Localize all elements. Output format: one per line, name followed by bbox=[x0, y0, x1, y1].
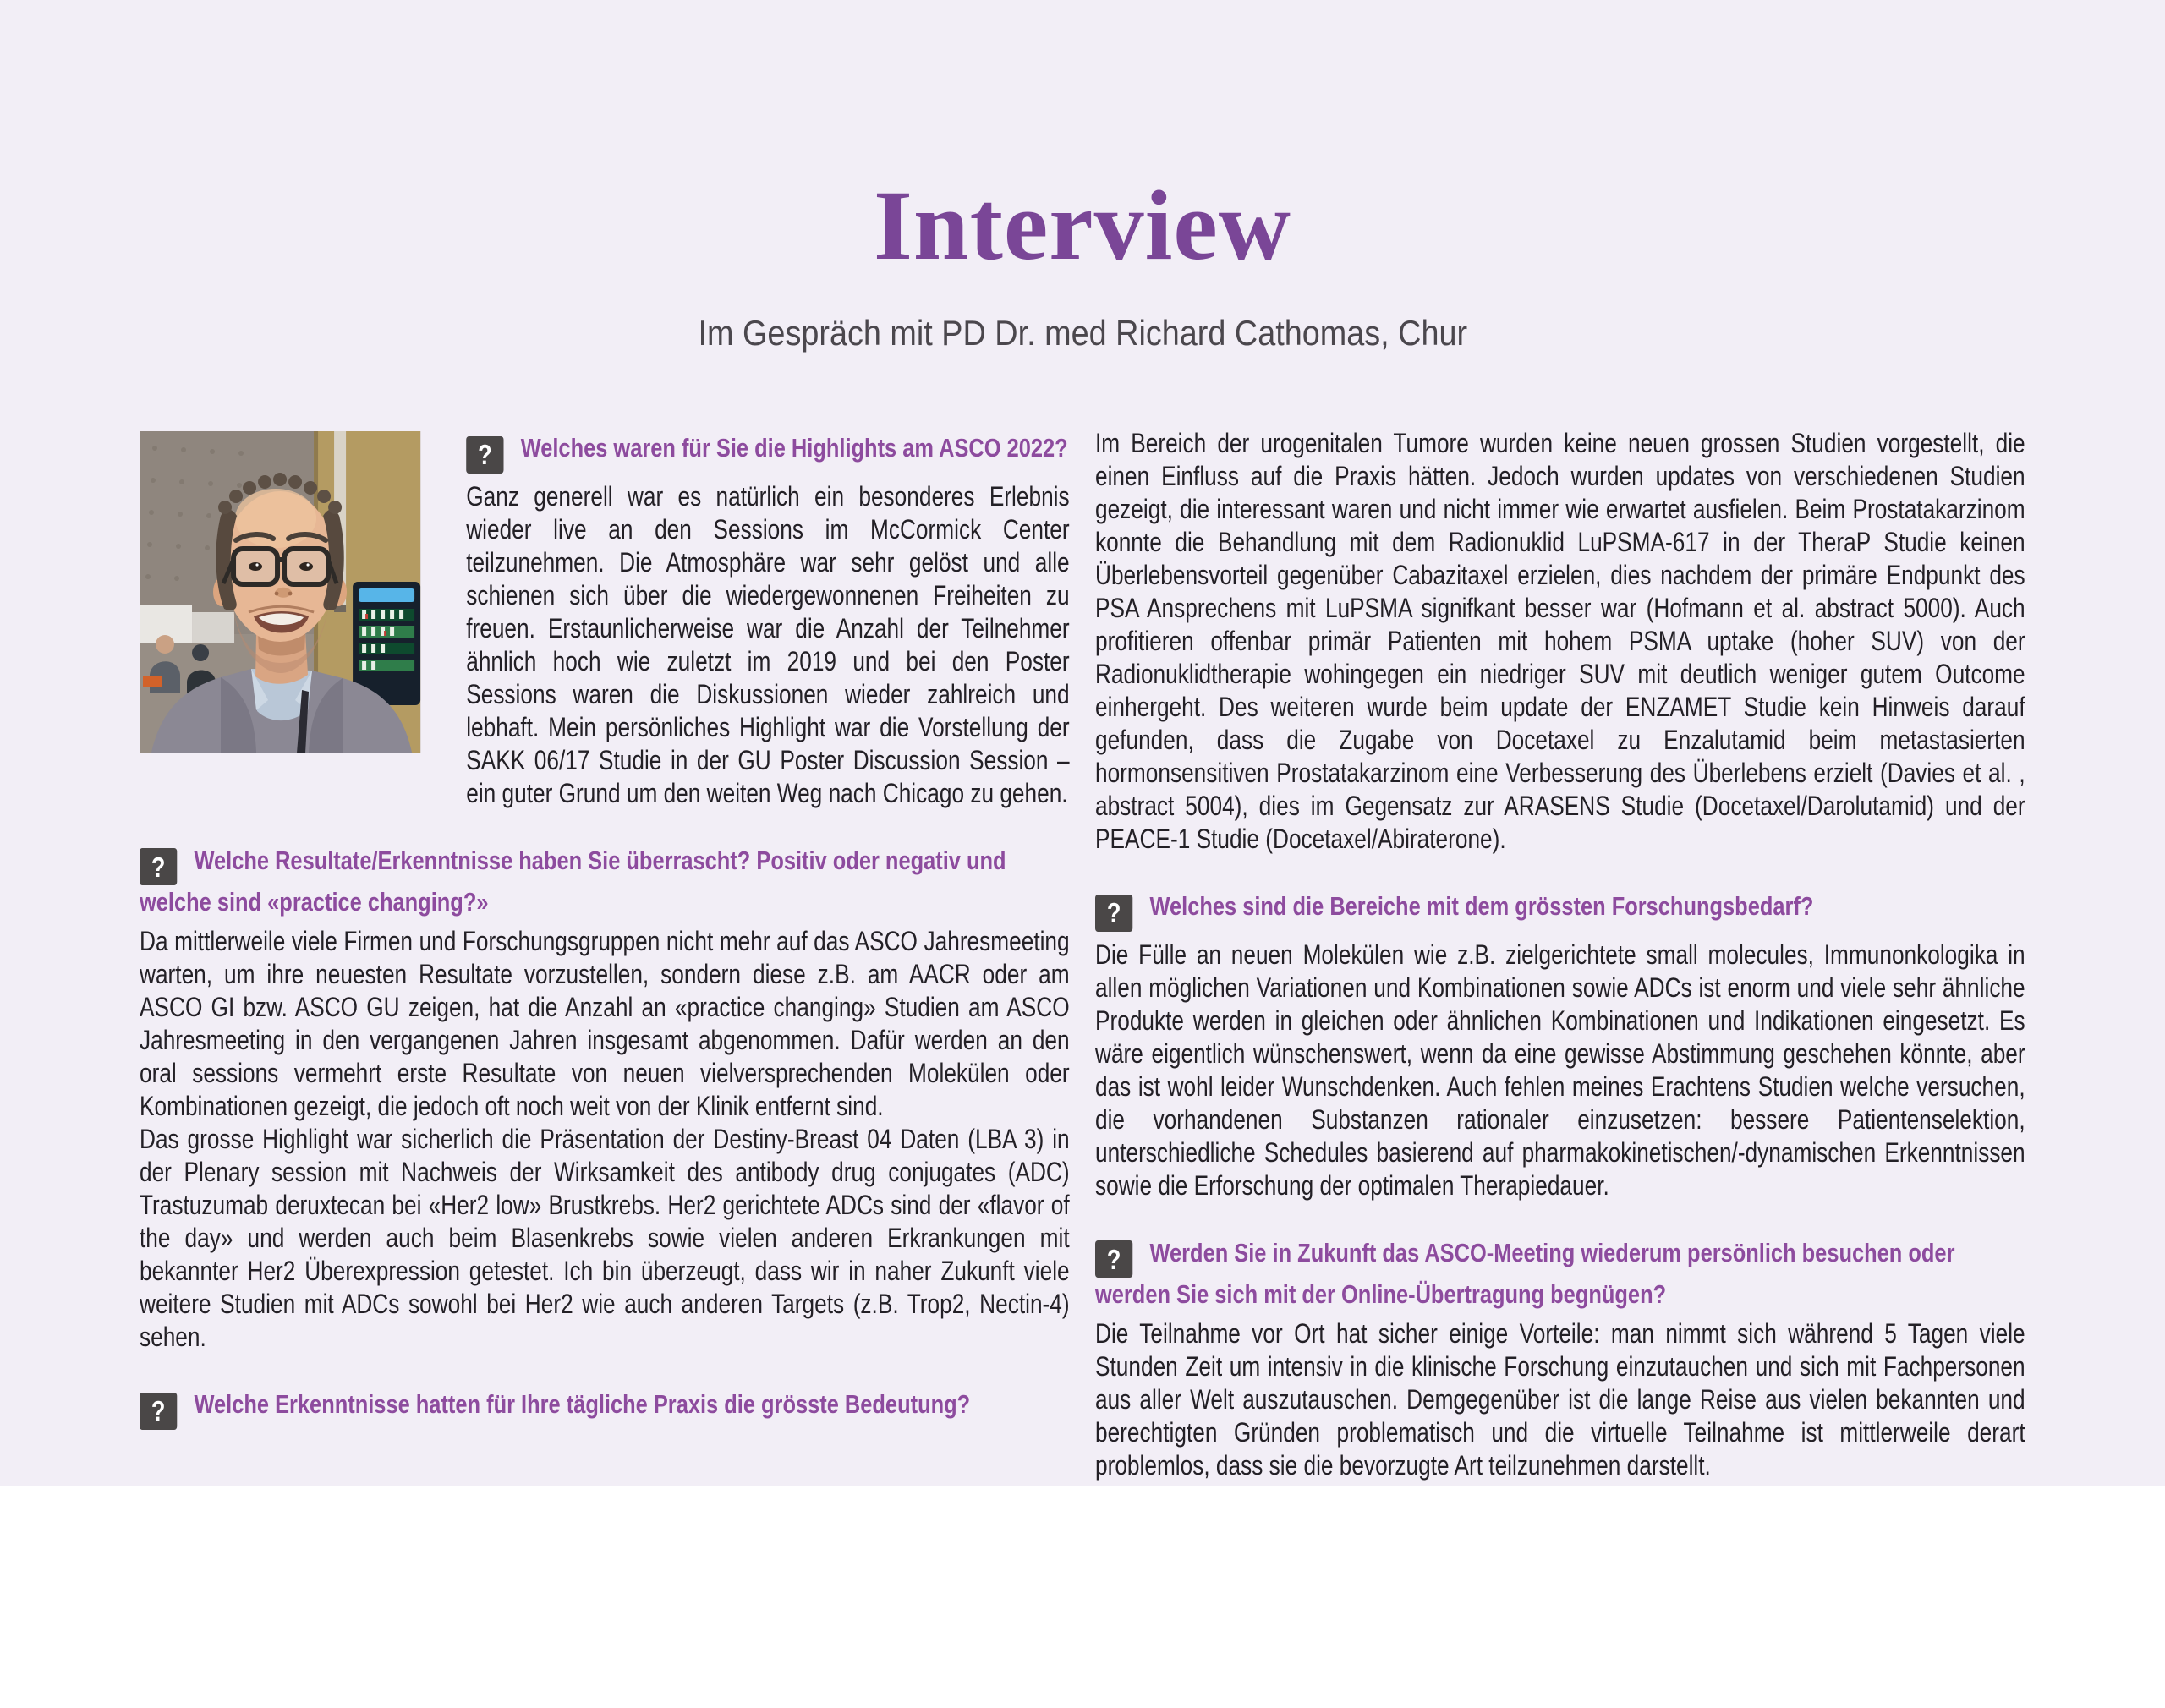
question-3-label: Welche Erkenntnisse hatten für Ihre tägliche Praxis die grösste Bedeutung? bbox=[194, 1389, 971, 1419]
answer-paragraph-1: Ganz generell war es natürlich ein besonderes Erlebnis wieder live an den Sessions im McCormick Center teilzunehmen. Die Atmosphäre war sehr gelöst und alle schienen sich über die wiedergewonnenen Freiheiten zu freuen. Erstaunlicherweise war die Anzahl der Teilnehmer ähnlich hoch wie zuletzt im 2019 und bei den Poster Sessions waren die Diskussionen wieder zahlreich und lebhaft. Mein persönliches Highlight war die Vorstellung der SAKK 06/17 Studie in der GU Poster Discussion Session – ein guter Grund um den weiten Weg nach Chicago zu gehen. bbox=[466, 480, 1070, 808]
question-block-2 bbox=[140, 844, 1070, 919]
question-block-5 bbox=[1095, 1236, 2025, 1311]
question-mark-icon: ? bbox=[1095, 895, 1132, 932]
answer-paragraph-5: Die Teilnahme vor Ort hat sicher einige Vorteile: man nimmt sich während 5 Tagen viele Stunden Zeit um intensiv in die klinische Forschung einzutauchen und sich mit Fachpersonen aus aller Welt auszutauschen. Demgegenüber ist die lange Reise aus vielen bekannten und berechtigten Gründen problematisch und die virtuelle Teilnahme ist mittlerweile derart problemlos, dass sie die bevorzugte Art teilzunehmen darstellt. bbox=[1095, 1318, 2025, 1481]
question-mark-icon: ? bbox=[1095, 1240, 1132, 1278]
question-5-label: Werden Sie in Zukunft das ASCO-Meeting wiederum persönlich besuchen oder werden Sie sich mit der Online-Übertragung begnügen? bbox=[1095, 1237, 1955, 1309]
answer-paragraph-2b: Das grosse Highlight war sicherlich die Präsentation der Destiny-Breast 04 Daten (LBA 3) in der Plenary session mit Nachweis der Wirksamkeit des antibody drug conjugates (ADC) Trastuzumab deruxtecan bei «Her2 low» Brustkrebs. Her2 gerichtete ADCs sind der «flavor of the day» und werden auch beim Blasenkrebs sowie vielen anderen Erkrankungen mit bekannter Her2 Überexpression getestet. Ich bin überzeugt, dass wir in naher Zukunft viele weitere Studien mit ADCs sowohl bei Her2 wie auch anderen Targets (z.B. Trop2, Nectin-4) sehen. bbox=[140, 1124, 1070, 1352]
question-mark-icon: ? bbox=[140, 1393, 177, 1430]
page-title: Interview bbox=[874, 170, 1291, 281]
bottom-page-margin bbox=[0, 1486, 2165, 1708]
question-block-3 bbox=[140, 1388, 1070, 1430]
answer-paragraph-2a: Da mittlerweile viele Firmen und Forschungsgruppen nicht mehr auf das ASCO Jahresmeeting warten, um ihre neuesten Resultate vorzustellen, sondern diese z.B. am AACR oder am ASCO GI bzw. ASCO GU zeigen, hat die Anzahl an «practice changing» Studien am ASCO Jahresmeeting in den vergangenen Jahren insgesamt abgenommen. Dafür werden an den oral sessions vermehrt erste Resultate von neuen vielversprechenden Molekülen oder Kombinationen gezeigt, die jedoch oft noch weit von der Klinik entfernt sind. bbox=[140, 926, 1070, 1121]
question-2-label: Welche Resultate/Erkenntnisse haben Sie überrascht? Positiv oder negativ und welche sind «practice changing?» bbox=[140, 845, 1006, 917]
question-mark-icon: ? bbox=[466, 436, 503, 474]
two-column-layout bbox=[140, 332, 2025, 1557]
question-block-4 bbox=[1095, 890, 2025, 932]
column-right-text bbox=[1095, 332, 2025, 1557]
column-left bbox=[140, 332, 1070, 1557]
page-subtitle: Im Gespräch mit PD Dr. med Richard Cathomas, Chur bbox=[698, 313, 1467, 353]
portrait-photo bbox=[140, 431, 420, 753]
question-mark-icon: ? bbox=[140, 848, 177, 885]
question-4-label: Welches sind die Bereiche mit dem grössten Forschungsbedarf? bbox=[1149, 891, 1814, 921]
answer-paragraph-3: Im Bereich der urogenitalen Tumore wurden keine neuen grossen Studien vorgestellt, die einen Einfluss auf die Praxis hätten. Jedoch wurden updates von verschiedenen Studien gezeigt, die interessant waren und nicht immer wie erwartet ausfielen. Beim Prostatakarzinom konnte die Behandlung mit dem Radionuklid LuPSMA-617 in der TheraP Studie keinen Überlebensvorteil gegenüber Cabazitaxel erzielen, dies nachdem der primäre Endpunkt des PSA Ansprechens mit LuPSMA signifkant besser war (Hofmann et al. abstract 5000). Auch profitieren offenbar primär Patienten mit hohem PSMA uptake (hoher SUV) von der Radionuklidtherapie wohingegen ein niedriger SUV mit deutlich weniger gutem Outcome einhergeht. Des weiteren wurde beim update der ENZAMET Studie kein Hinweis darauf gefunden, dass die Zugabe von Docetaxel zu Enzalutamid beim metastasierten hormonsensitiven Prostatakarzinom eine Verbesserung des Überlebens erzielt (Davies et al. , abstract 5004), dies im Gegensatz zur ARASENS Studie (Docetaxel/Darolutamid) und der PEACE-1 Studie (Docetaxel/Abiraterone). bbox=[1095, 428, 2025, 854]
column-left-text bbox=[140, 431, 1070, 1430]
question-1-label: Welches waren für Sie die Highlights am ASCO 2022? bbox=[520, 433, 1068, 463]
column-right bbox=[1095, 332, 2025, 1557]
answer-paragraph-4: Die Fülle an neuen Molekülen wie z.B. zielgerichtete small molecules, Immunonkologika in allen möglichen Variationen und Kombinationen sowie ADCs ist enorm und viele sehr ähnliche Produkte werden in gleichen oder ähnlichen Kombinationen und Indikationen eingesetzt. Es wäre eigentlich wünschenswert, wenn da eine gewisse Abstimmung geschehen könnte, aber das ist wohl leider Wunschdenken. Auch fehlen meines Erachtens Studien welche versuchen, die vorhandenen Substanzen rationaler einzusetzen: bessere Patientenselektion, unterschiedliche Schedules basierend auf pharmakokinetischen/-dynamischen Erkenntnissen sowie die Erforschung der optimalen Therapiedauer. bbox=[1095, 939, 2025, 1201]
portrait-photo-illustration bbox=[140, 431, 420, 753]
